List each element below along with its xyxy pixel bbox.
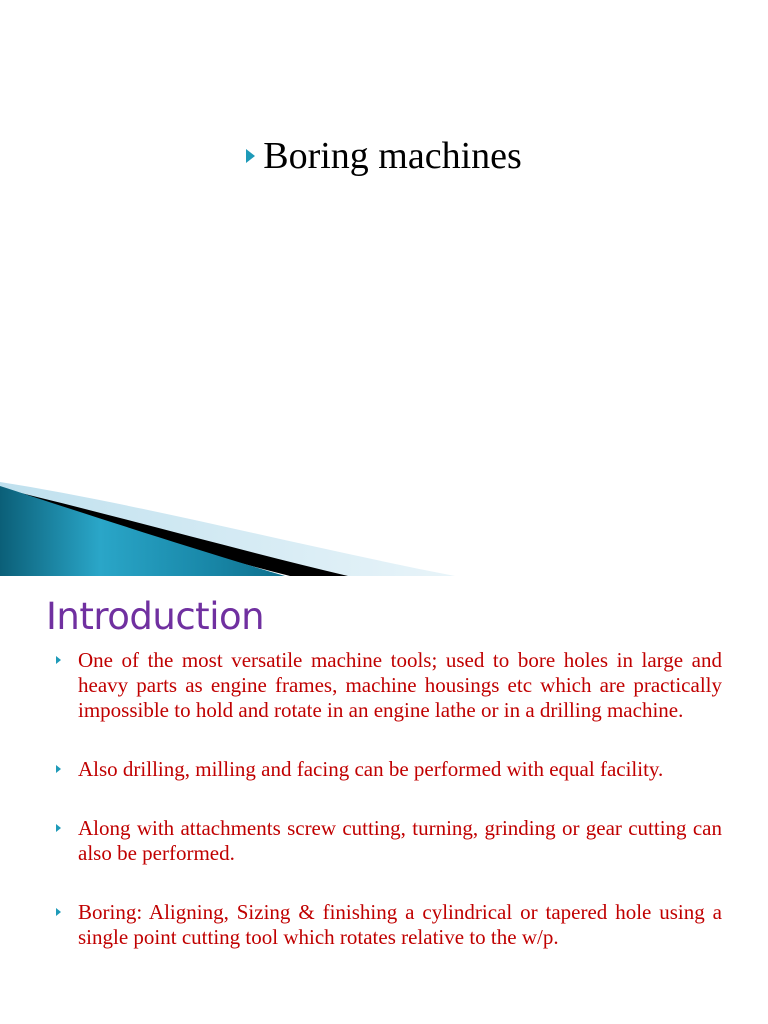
- bullet-text: Boring: Aligning, Sizing & finishing a cylindrical or tapered hole using a single point cutting tool which rotates relative to the w/p.: [78, 900, 722, 949]
- slide-heading: Introduction: [46, 595, 265, 638]
- bullet-arrow-icon: [56, 824, 61, 832]
- introduction-slide: [0, 576, 768, 1024]
- bullet-list: [54, 648, 722, 984]
- decorative-swoosh: [0, 476, 768, 576]
- slide-title: Boring machines: [263, 135, 522, 177]
- slide-title-row: [0, 132, 768, 180]
- bullet-text: Along with attachments screw cutting, turning, grinding or gear cutting can also be performed.: [78, 816, 722, 865]
- bullet-item: [54, 900, 722, 950]
- bullet-item: [54, 757, 722, 782]
- bullet-arrow-icon: [56, 656, 61, 664]
- bullet-item: [54, 816, 722, 866]
- bullet-arrow-icon: [56, 908, 61, 916]
- bullet-text: One of the most versatile machine tools; used to bore holes in large and heavy parts as engine frames, machine housings etc which are practically impossible to hold and rotate in an engine lathe or in a drilling machine.: [78, 648, 722, 722]
- bullet-text: Also drilling, milling and facing can be performed with equal facility.: [78, 757, 664, 781]
- bullet-arrow-icon: [246, 149, 255, 163]
- bullet-arrow-icon: [56, 765, 61, 773]
- bullet-item: [54, 648, 722, 723]
